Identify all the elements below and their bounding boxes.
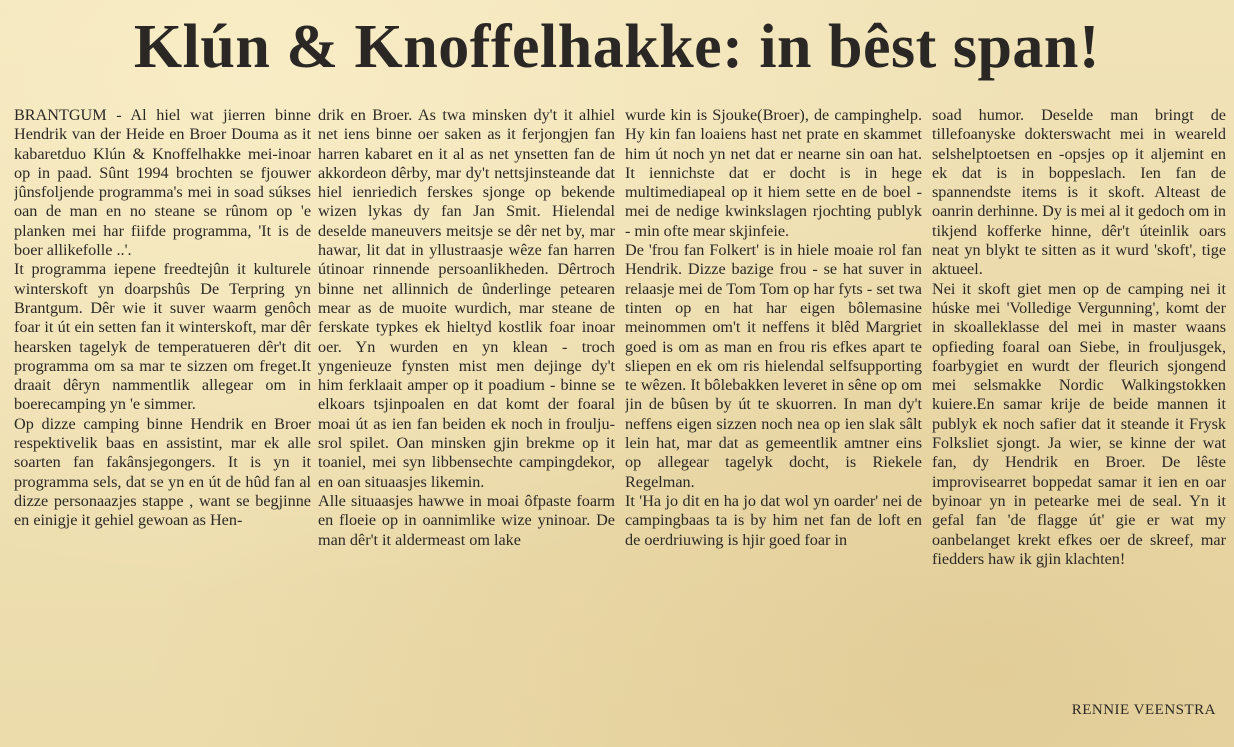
article-column-2 — [318, 106, 615, 736]
article-paragraph: wurde kin is Sjouke(Broer), de campinghelp. Hy kin fan loaiens hast net prate en skammet him út noch yn net dat er nearne sin oan hat. It iennichste dat er docht is in hege multimediapeal op it hiem sette en de boel - mei de nedige kwinkslagen rjochting publyk - min ofte mear skjinfeie. — [625, 106, 922, 240]
article-column-3 — [625, 106, 922, 736]
article-paragraph: It programma iepene freedtejûn it kulturele winterskoft yn doarpshûs De Terpring yn Brantgum. Dêr wie it suver waarm genôch foar it út ein setten fan it winterskoft, mar dêr hearsken tagelyk de temperatueren dêr't dit programma om sa mar te sizzen om freget.It draait dêryn nammentlik allegear om in boerecamping yn 'e simmer. — [14, 260, 311, 414]
article-paragraph: Op dizze camping binne Hendrik en Broer respektivelik baas en assistint, mar ek alle soarten fan fakânsjegongers. It is yn it programma sels, dat se yn en út de hûd fan al dizze personaazjes stappe , want se begjinne en einigje it gehiel gewoan as Hen- — [14, 414, 311, 530]
article-paragraph: It 'Ha jo dit en ha jo dat wol yn oarder' nei de campingbaas ta is by him net fan de loft en de oerdriuwing is hjir goed foar in — [625, 491, 922, 549]
article-paragraph: De 'frou fan Folkert' is in hiele moaie rol fan Hendrik. Dizze bazige frou - se hat suver in relaasje mei de Tom Tom op har fyts - set twa tinten op en hat har eigen bôlemasine meinommen om't it neffens it blêd Margriet goed is om as man en frou ris efkes apart te sliepen en ek om ris hielendal selfsupporting te wêzen. It bôlebakken leveret in sêne op om jin de bûsen by út te skuorren. In man dy't neffens eigen sizzen noch nea op ien slak sâlt lein hat, mar dat as gemeentlik amtner eins op allegear tagelyk docht, is Riekele Regelman. — [625, 241, 922, 491]
headline: Klún & Knoffelhakke: in bêst span! — [133, 13, 1101, 81]
article-column-4 — [932, 106, 1226, 736]
article-paragraph: drik en Broer. As twa minsken dy't it alhiel net iens binne oer saken as it ferjongjen fan harren kabaret en it al as net ynsetten fan de akkordeon dêrby, mar dy't nettsjinsteande dat hiel ienriedich ferskes sjonge op bekende wizen lykas dy fan Jan Smit. Hielendal deselde maneuvers meitsje se dêr net by, mar hawar, lit dat in yllustraasje wêze fan harren útinoar rinnende persoanlikheden. Dêrtroch binne net allinnich de ûnderlinge petearen mear as de muoite wurdich, mar steane de ferskate typkes ek hieltyd kostlik foar inoar oer. Yn wurden en yn klean - troch yngenieuze fynsten mist men dejinge dy't him ferklaait amper op it poadium - binne se elkoars tsjinpoalen en dat komt der foaral moai út as ien fan beiden ek noch in frouljusrol spilet. Oan minsken gjin brekme op it toaniel, mei syn libbensechte campingdekor, en oan situaasjes likemin. — [318, 106, 615, 491]
author-byline: RENNIE VEENSTRA — [1071, 702, 1216, 718]
article-paragraph: Nei it skoft giet men op de camping nei it húske mei 'Volledige Vergunning', komt der in skoalleklasse del mei in master waans opfieding foaral oan Siebe, in frouljusgek, foarbygiet en wurdt der fleurich sjongend mei selsmakke Nordic Walkingstokken kuiere.En samar krije de beide mannen it publyk ek noch safier dat it steande it Frysk Folksliet sjongt. Ja wier, se kinne der wat fan, dy Hendrik en Broer. De lêste improvisearret boppedat samar it ien en oar byinoar yn in petearke mei de seal. Yn it gefal fan 'de flagge út' gie er wat my oanbelanget krekt efkes oer de skreef, mar fiedders haw ik gjin klachten! — [932, 279, 1226, 568]
article-paragraph: BRANTGUM - Al hiel wat jierren binne Hendrik van der Heide en Broer Douma as it kabaretduo Klún & Knoffelhakke mei-inoar op in paad. Sûnt 1994 brochten se fjouwer jûnsfoljende programma's mei in soad súkses oan de man en no steane se rûnom op 'e planken mei har fiifde programma, 'It is de boer allikefolle ..'. — [14, 106, 311, 260]
article-paragraph: Alle situaasjes hawwe in moai ôfpaste foarm en floeie op in oannimlike wize yninoar. De man dêr't it aldermeast om lake — [318, 491, 615, 549]
article-column-1 — [14, 106, 311, 736]
article-paragraph: soad humor. Deselde man bringt de tillefoanyske dokterswacht mei in weareld selshelptoetsen en -opsjes op it aljemint en ek dat is in boppeslach. Ien fan de spannendste items is it skoft. Alteast de oanrin derhinne. Dy is mei al it gedoch om in tikjend kofferke hinne, dêr't úteinlik oars neat yn blykt te sitten as it wurd 'skoft', tige aktueel. — [932, 106, 1226, 279]
